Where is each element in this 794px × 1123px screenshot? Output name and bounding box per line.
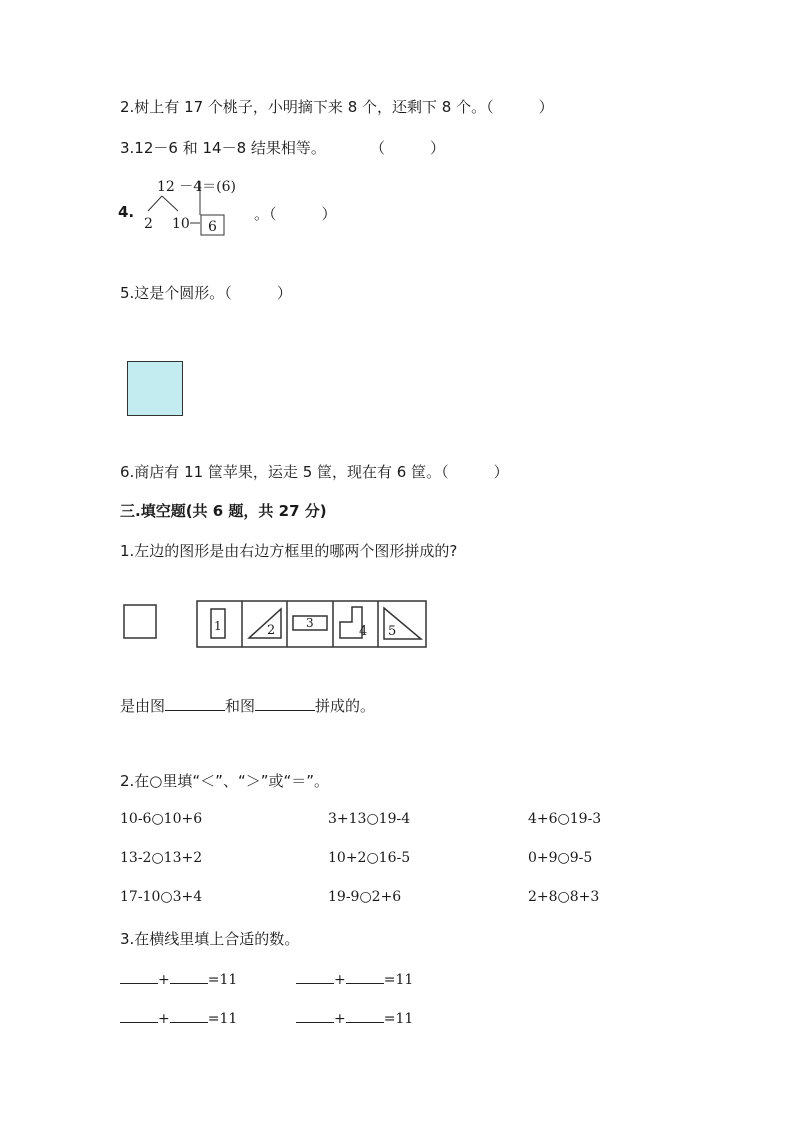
- answer-suffix: 拼成的。: [315, 697, 376, 715]
- compare-item[interactable]: 10-6○10+6: [120, 811, 203, 827]
- compare-item[interactable]: 10+2○16-5: [328, 850, 411, 866]
- answer-blank-1[interactable]: [165, 696, 225, 711]
- split-mid-value: 10: [172, 216, 190, 232]
- number-split-diagram: [140, 175, 250, 240]
- answer-blank-2[interactable]: [255, 696, 315, 711]
- compare-item[interactable]: 17-10○3+4: [120, 889, 203, 905]
- split-left-value: 2: [144, 216, 153, 232]
- compare-item[interactable]: 2+8○8+3: [528, 889, 600, 905]
- compare-item[interactable]: 3+13○19-4: [328, 811, 411, 827]
- judge-q3-paren: （ ）: [370, 139, 446, 157]
- answer-middle: 和图: [225, 697, 256, 715]
- square-figure: [127, 361, 183, 416]
- sum-blank[interactable]: [170, 1008, 208, 1023]
- judge-q2: 2.树上有 17 个桃子，小明摘下来 8 个，还剩下 8 个。（ ）: [120, 98, 554, 116]
- judge-q6: 6.商店有 11 筐苹果，运走 5 筐，现在有 6 筐。（ ）: [120, 463, 509, 481]
- sum-blank[interactable]: [170, 969, 208, 984]
- sum-equation: + =11: [120, 969, 237, 988]
- sum-blank[interactable]: [120, 969, 158, 984]
- compare-item[interactable]: 0+9○9-5: [528, 850, 593, 866]
- sum-blank[interactable]: [120, 1008, 158, 1023]
- sum-blank[interactable]: [346, 969, 384, 984]
- sum-equation: + =11: [296, 1008, 413, 1027]
- section-title: 三.填空题(共 6 题，共 27 分): [120, 502, 327, 520]
- sum-equation: + =11: [120, 1008, 237, 1027]
- shape-label: 1: [214, 619, 222, 633]
- judge-q4-number: 4.: [118, 203, 135, 221]
- shape-label: 4: [359, 624, 368, 639]
- split-box-value: 6: [208, 219, 217, 235]
- judge-q4-tail: 。（ ）: [254, 205, 337, 223]
- judge-q5: 5.这是个圆形。（ ）: [120, 284, 292, 302]
- shape-label: 2: [267, 623, 276, 638]
- compare-item[interactable]: 13-2○13+2: [120, 850, 203, 866]
- fill-q3: 3.在横线里填上合适的数。: [120, 930, 300, 948]
- answer-prefix: 是由图: [120, 697, 166, 715]
- shape-label: 3: [306, 616, 314, 630]
- judge-q3: 3.12－6 和 14－8 结果相等。: [120, 139, 326, 157]
- fill-q1-answer-line: [120, 695, 375, 716]
- split-top-expression: 12 －4＝(6): [157, 179, 237, 195]
- fill-q1: 1.左边的图形是由右边方框里的哪两个图形拼成的?: [120, 542, 458, 560]
- compare-item[interactable]: 4+6○19-3: [528, 811, 602, 827]
- shape-label: 5: [388, 624, 397, 639]
- sum-blank[interactable]: [296, 1008, 334, 1023]
- sum-blank[interactable]: [296, 969, 334, 984]
- sum-blank[interactable]: [346, 1008, 384, 1023]
- sum-equation: + =11: [296, 969, 413, 988]
- compare-item[interactable]: 19-9○2+6: [328, 889, 402, 905]
- shape-composition-figure: [121, 592, 431, 652]
- fill-q2: 2.在○里填“＜”、“＞”或“＝”。: [120, 772, 330, 790]
